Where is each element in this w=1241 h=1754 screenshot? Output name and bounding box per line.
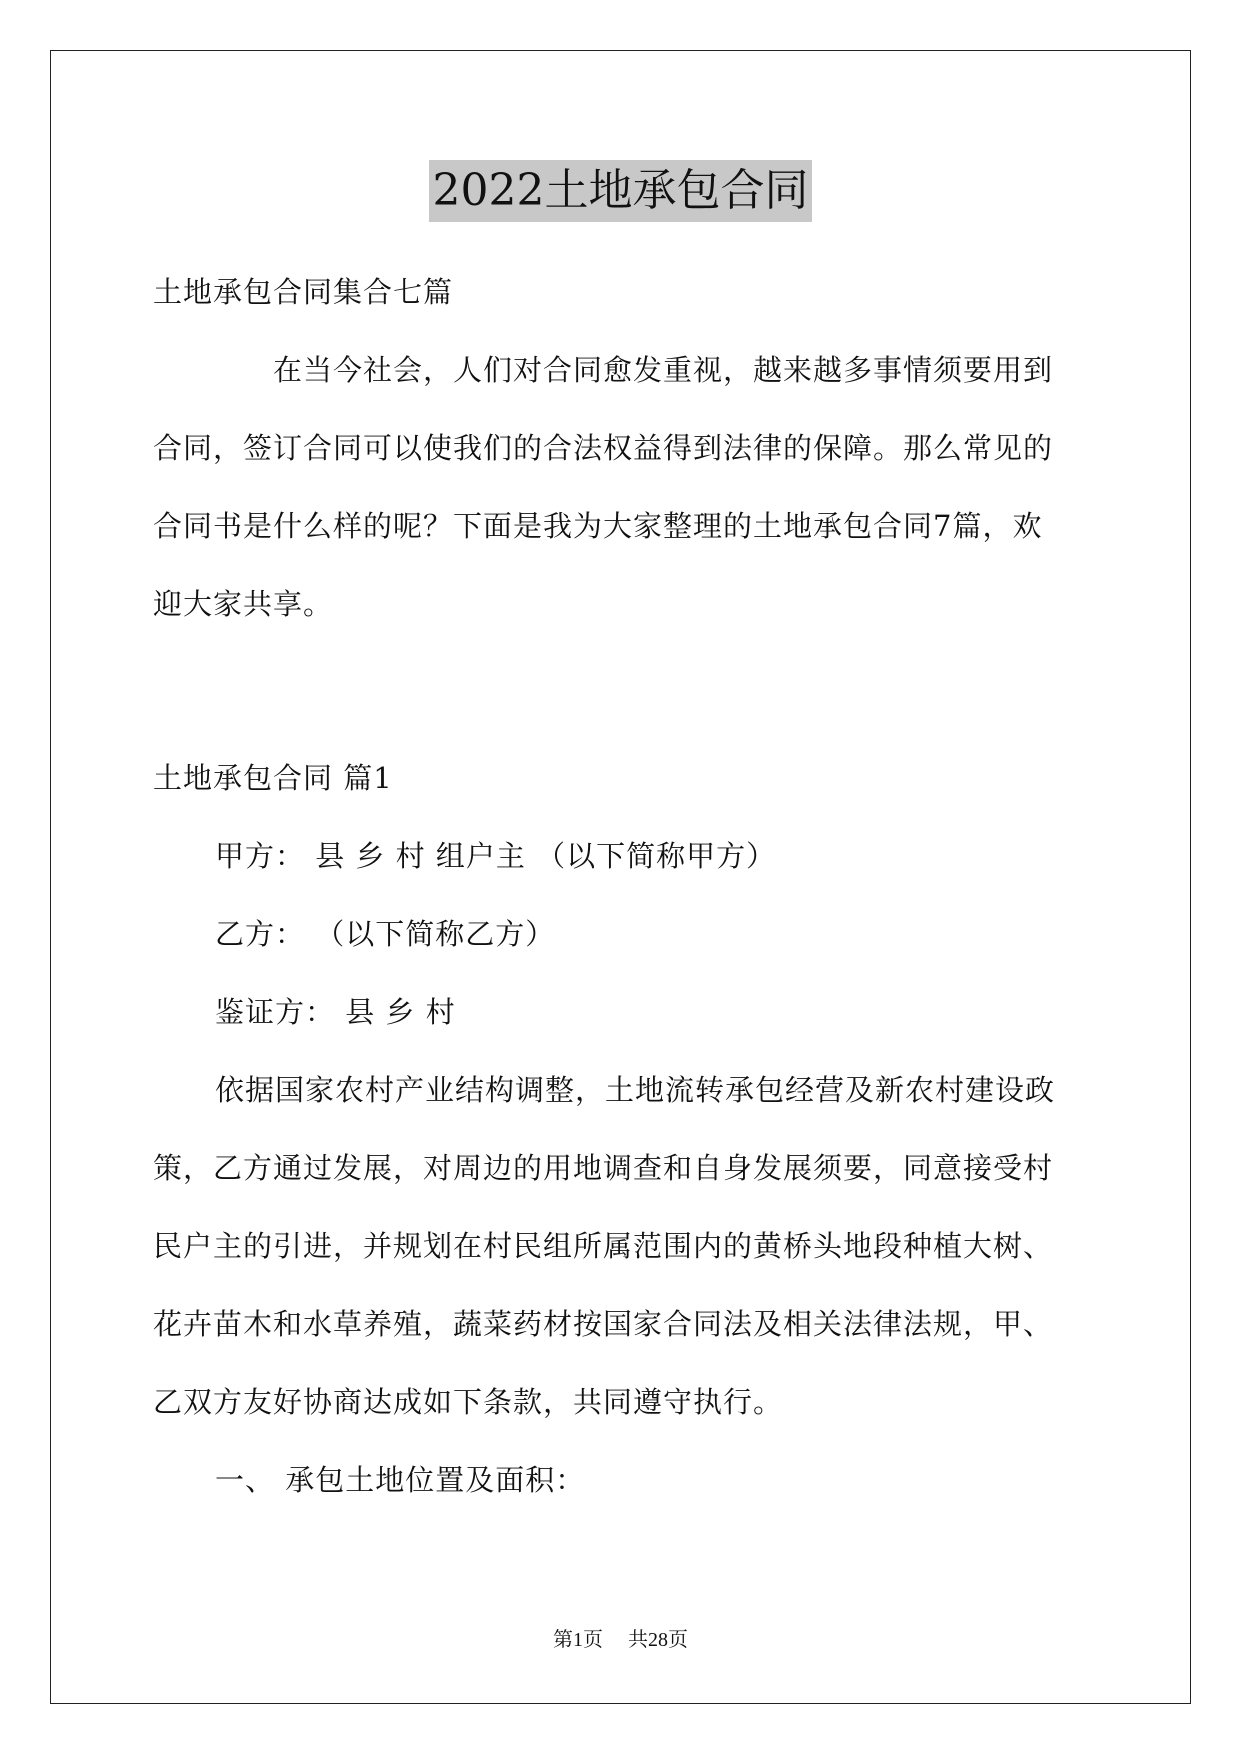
intro-line-3: 合同书是什么样的呢？下面是我为大家整理的土地承包合同7篇，欢	[153, 509, 1043, 543]
body-line-1: 依据国家农村产业结构调整，土地流转承包经营及新农村建设政	[215, 1073, 1056, 1107]
section-heading: 土地承包合同 篇1	[153, 761, 393, 795]
intro-line-1: 在当今社会，人们对合同愈发重视，越来越多事情须要用到	[273, 353, 1054, 387]
body-line-4: 花卉苗木和水草养殖，蔬菜药材按国家合同法及相关法律法规，甲、	[153, 1307, 1054, 1341]
body-line-2: 策，乙方通过发展，对周边的用地调查和自身发展须要，同意接受村	[153, 1151, 1054, 1185]
document-subtitle: 土地承包合同集合七篇	[153, 275, 454, 309]
witness-party: 鉴证方： 县 乡 村	[215, 995, 456, 1029]
page-total: 共28页	[628, 1629, 688, 1651]
title-container	[0, 160, 1241, 222]
intro-line-2: 合同，签订合同可以使我们的合法权益得到法律的保障。那么常见的	[153, 431, 1054, 465]
page-number: 第1页	[553, 1629, 603, 1651]
document-title: 2022土地承包合同	[429, 160, 813, 222]
page-footer	[0, 1623, 1241, 1652]
body-line-3: 民户主的引进，并规划在村民组所属范围内的黄桥头地段种植大树、	[153, 1229, 1054, 1263]
body-line-5: 乙双方友好协商达成如下条款，共同遵守执行。	[153, 1385, 784, 1419]
party-a: 甲方： 县 乡 村 组户主 （以下简称甲方）	[215, 839, 777, 873]
intro-line-4: 迎大家共享。	[153, 587, 334, 621]
clause-1-heading: 一、 承包土地位置及面积：	[215, 1463, 586, 1497]
party-b: 乙方： （以下简称乙方）	[215, 917, 556, 951]
